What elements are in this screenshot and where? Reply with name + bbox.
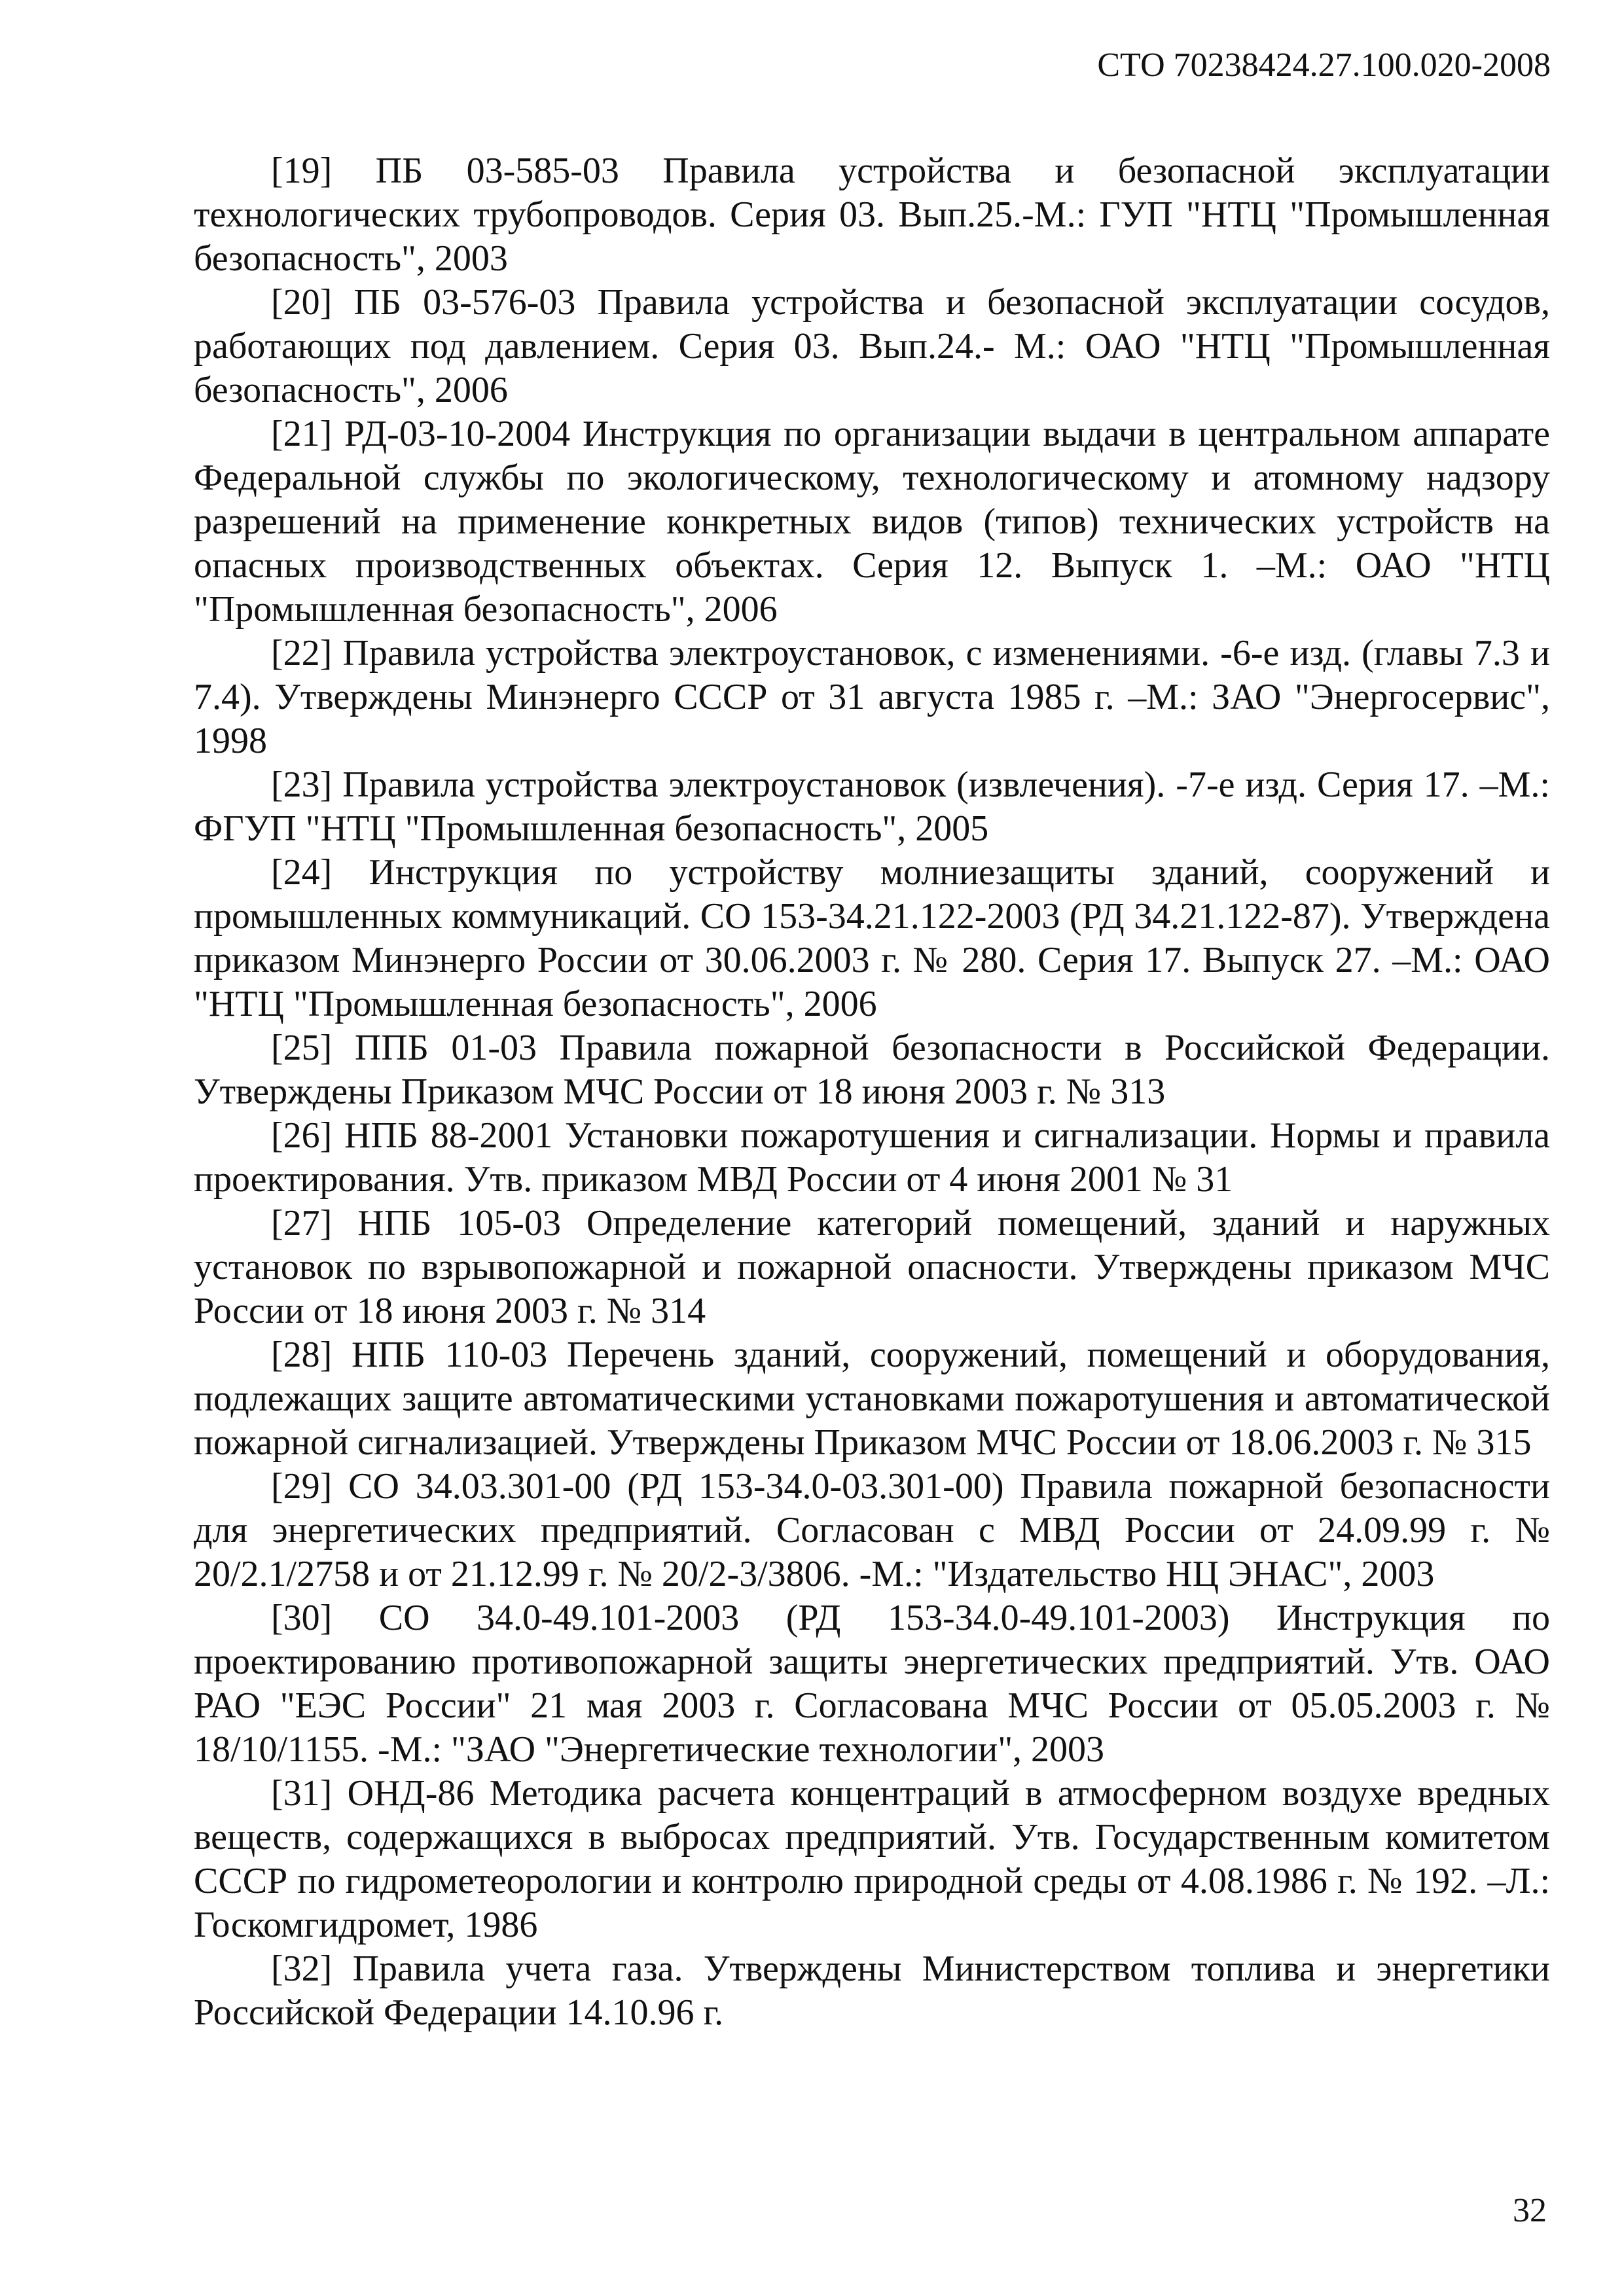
references-list — [194, 149, 1550, 2035]
reference-27: [27] НПБ 105-03 Определение категорий помещений, зданий и наружных установок по взрывопожарной и пожарной опасности. Утверждены приказом МЧС России от 18 июня 2003 г. № 314 — [194, 1203, 1550, 1331]
reference-20: [20] ПБ 03-576-03 Правила устройства и безопасной эксплуатации сосудов, работающих под давлением. Серия 03. Вып.24.- М.: ОАО "НТЦ "Промышленная безопасность", 2006 — [194, 282, 1550, 410]
reference-24: [24] Инструкция по устройству молниезащиты зданий, сооружений и промышленных коммуникаций. СО 153-34.21.122-2003 (РД 34.21.122-87). Утверждена приказом Минэнерго России от 30.06.2003 г. № 280. Серия 17. Выпуск 27. –М.: ОАО "НТЦ "Промышленная безопасность", 2006 — [194, 852, 1550, 1024]
reference-26: [26] НПБ 88-2001 Установки пожаротушения и сигнализации. Нормы и правила проектирования. Утв. приказом МВД России от 4 июня 2001 № 31 — [194, 1115, 1550, 1200]
reference-30: [30] СО 34.0-49.101-2003 (РД 153-34.0-49.101-2003) Инструкция по проектированию противопожарной защиты энергетических предприятий. Утв. ОАО РАО "ЕЭС России" 21 мая 2003 г. Согласована МЧС России от 05.05.2003 г. № 18/10/1155. -М.: "ЗАО "Энергетические технологии", 2003 — [194, 1598, 1550, 1770]
reference-29: [29] СО 34.03.301-00 (РД 153-34.0-03.301-00) Правила пожарной безопасности для энергетических предприятий. Согласован с МВД России от 24.09.99 г. № 20/2.1/2758 и от 21.12.99 г. № 20/2-3/3806. -М.: "Издательство НЦ ЭНАС", 2003 — [194, 1466, 1550, 1594]
reference-21: [21] РД-03-10-2004 Инструкция по организации выдачи в центральном аппарате Федеральной службы по экологическому, технологическому и атомному надзору разрешений на применение конкретных видов (типов) технических устройств на опасных производственных объектах. Серия 12. Выпуск 1. –М.: ОАО "НТЦ "Промышленная безопасность", 2006 — [194, 414, 1550, 630]
reference-31: [31] ОНД-86 Методика расчета концентраций в атмосферном воздухе вредных веществ, содержащихся в выбросах предприятий. Утв. Государственным комитетом СССР по гидрометеорологии и контролю природной среды от 4.08.1986 г. № 192. –Л.: Госкомгидромет, 1986 — [194, 1773, 1550, 1945]
reference-23: [23] Правила устройства электроустановок (извлечения). -7-е изд. Серия 17. –М.: ФГУП "НТЦ "Промышленная безопасность", 2005 — [194, 764, 1550, 849]
page-number: 32 — [1513, 2192, 1547, 2229]
reference-32: [32] Правила учета газа. Утверждены Министерством топлива и энергетики Российской Федерации 14.10.96 г. — [194, 1948, 1550, 2033]
document-code-header: СТО 70238424.27.100.020-2008 — [1097, 46, 1551, 84]
reference-22: [22] Правила устройства электроустановок, с изменениями. -6-е изд. (главы 7.3 и 7.4). Утверждены Минэнерго СССР от 31 августа 1985 г. –М.: ЗАО "Энергосервис", 1998 — [194, 633, 1550, 761]
reference-25: [25] ППБ 01-03 Правила пожарной безопасности в Российской Федерации. Утверждены Приказом МЧС России от 18 июня 2003 г. № 313 — [194, 1028, 1550, 1112]
reference-19: [19] ПБ 03-585-03 Правила устройства и безопасной эксплуатации технологических трубопроводов. Серия 03. Вып.25.-М.: ГУП "НТЦ "Промышленная безопасность", 2003 — [194, 151, 1550, 279]
reference-28: [28] НПБ 110-03 Перечень зданий, сооружений, помещений и оборудования, подлежащих защите автоматическими установками пожаротушения и автоматической пожарной сигнализацией. Утверждены Приказом МЧС России от 18.06.2003 г. № 315 — [194, 1335, 1550, 1463]
